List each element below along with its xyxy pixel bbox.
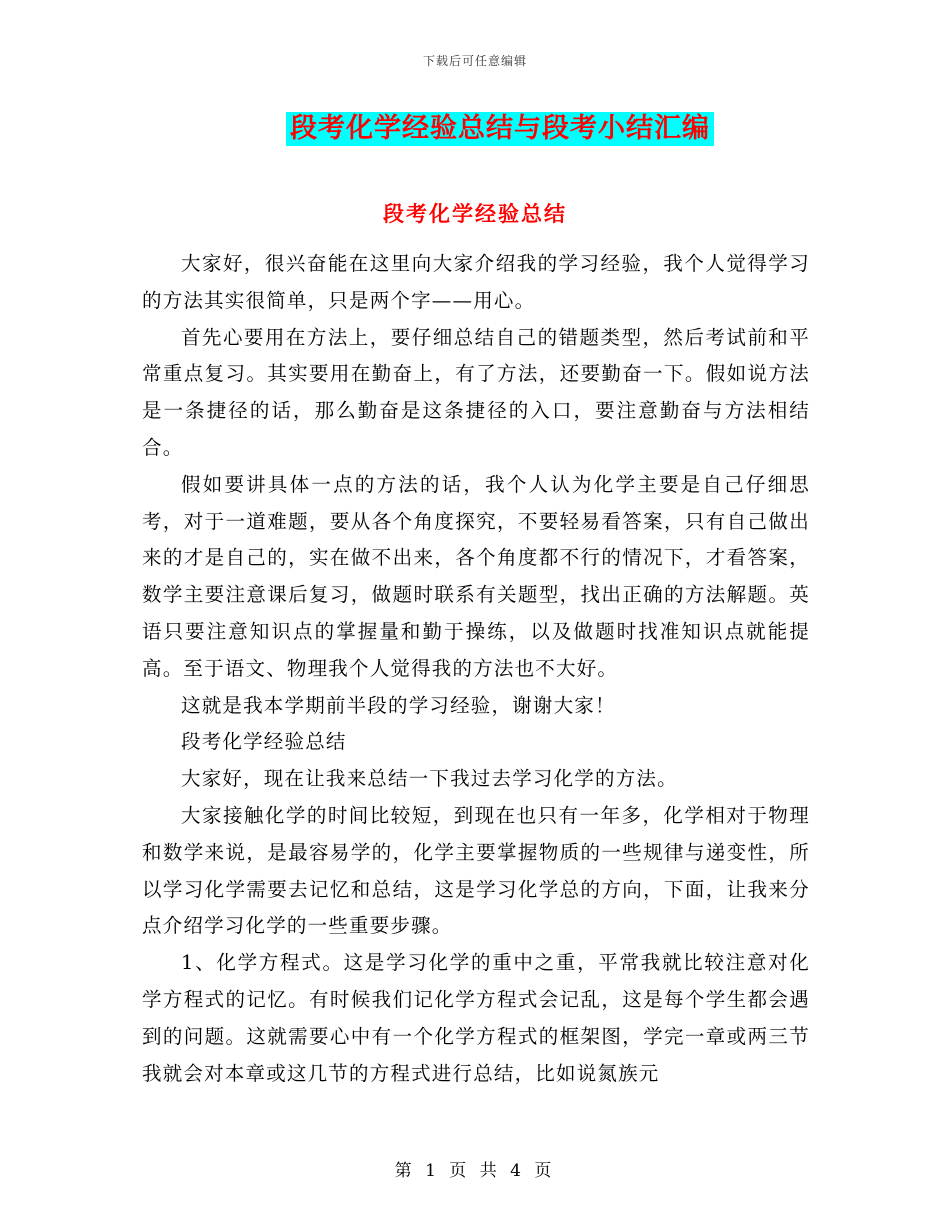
paragraph-6: 大家好，现在让我来总结一下我过去学习化学的方法。	[181, 767, 678, 791]
body-content	[142, 246, 810, 1092]
paragraph-1: 大家好，很兴奋能在这里向大家介绍我的学习经验，我个人觉得学习的方法其实很简单，只是两个字——用心。	[142, 252, 810, 312]
paragraph-7: 大家接触化学的时间比较短，到现在也只有一年多，化学相对于物理和数学来说，是最容易学的，化学主要掌握物质的一些规律与递变性，所以学习化学需要去记忆和总结，这是学习化学总的方向，下面，让我来分点介绍学习化学的一些重要步骤。	[142, 803, 810, 938]
paragraph-2: 首先心要用在方法上，要仔细总结自己的错题类型，然后考试前和平常重点复习。其实要用在勤奋上，有了方法，还要勤奋一下。假如说方法是一条捷径的话，那么勤奋是这条捷径的入口，要注意勤奋与方法相结合。	[142, 325, 810, 459]
paragraph-3: 假如要讲具体一点的方法的话，我个人认为化学主要是自己仔细思考，对于一道难题，要从各个角度探究，不要轻易看答案，只有自己做出来的才是自己的，实在做不出来，各个角度都不行的情况下，才看答案，数学主要注意课后复习，做题时联系有关题型，找出正确的方法解题。英语只要注意知识点的掌握量和勤于操练，以及做题时找准知识点就能提高。至于语文、物理我个人觉得我的方法也不大好。	[142, 472, 810, 680]
paragraph-8: 1、化学方程式。这是学习化学的重中之重，平常我就比较注意对化学方程式的记忆。有时候我们记化学方程式会记乱，这是每个学生都会遇到的问题。这就需要心中有一个化学方程式的框架图，学完一章或两三节我就会对本章或这几节的方程式进行总结，比如说氮族元	[142, 951, 810, 1085]
main-title: 段考化学经验总结与段考小结汇编	[286, 112, 714, 146]
paragraph-5: 段考化学经验总结	[181, 730, 347, 754]
page-footer: 第 1 页 共 4 页	[394, 1161, 556, 1181]
main-title-wrap	[0, 112, 950, 146]
header-note: 下载后可任意编辑	[422, 54, 527, 68]
paragraph-4: 这就是我本学期前半段的学习经验，谢谢大家！	[181, 693, 616, 717]
section-title: 段考化学经验总结	[383, 201, 567, 226]
